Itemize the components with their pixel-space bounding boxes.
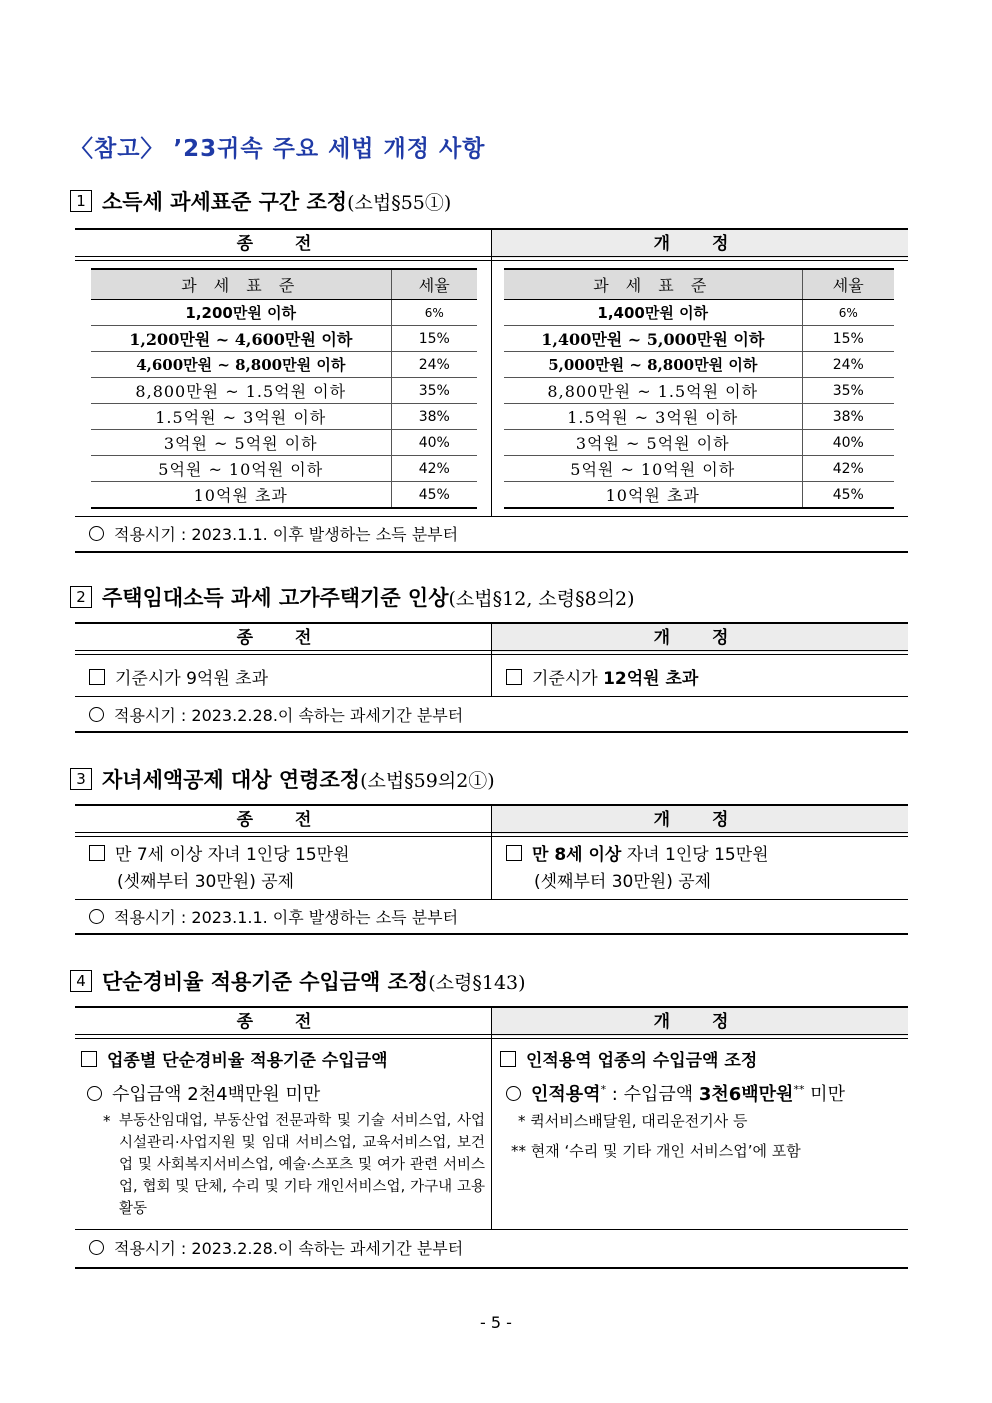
section-2-heading [70, 582, 635, 612]
tax-base-header: 과 세 표 준 [91, 269, 391, 300]
section-3-table [75, 804, 908, 936]
column-divider [491, 228, 492, 516]
tax-base-cell: 8,800만원 ~ 1.5억원 이하 [91, 378, 391, 404]
rate-header: 세율 [391, 269, 477, 300]
circle-bullet-icon [89, 707, 104, 722]
tax-base-cell: 1,200만원 ~ 4,600만원 이하 [91, 326, 391, 352]
column-new-header: 개 정 [492, 1006, 908, 1036]
circle-bullet-icon [87, 1086, 102, 1101]
tax-base-cell: 5억원 ~ 10억원 이하 [504, 456, 802, 482]
tax-base-cell: 1,400만원 이하 [504, 300, 802, 326]
square-bullet-icon [81, 1051, 97, 1067]
table-bottom-border [75, 933, 908, 935]
square-bullet-icon [506, 845, 522, 861]
tax-base-cell: 5,000만원 ~ 8,800만원 이하 [504, 352, 802, 378]
apply-period: 적용시기 : 2023.1.1. 이후 발생하는 소득 분부터 [89, 522, 458, 545]
section-3-heading [70, 764, 495, 794]
apply-period: 적용시기 : 2023.1.1. 이후 발생하는 소득 분부터 [89, 905, 458, 928]
new-title: 인적용역 업종의 수입금액 조정 [500, 1046, 757, 1071]
rate-header: 세율 [802, 269, 894, 300]
tax-base-cell: 1,400만원 ~ 5,000만원 이하 [504, 326, 802, 352]
rate-row [91, 378, 477, 404]
new-value: 기준시가 12억원 초과 [506, 664, 698, 689]
rate-cell: 42% [391, 456, 477, 482]
section-ref: (소령§143) [428, 971, 526, 994]
section-ref: (소법§55①) [347, 191, 452, 214]
tax-base-cell: 10억원 초과 [504, 482, 802, 509]
apply-divider [75, 516, 908, 517]
table-bottom-border [75, 551, 908, 553]
section-4-table [75, 1006, 908, 1270]
section-title: 단순경비율 적용기준 수입금액 조정 [102, 970, 429, 994]
table-bottom-border [75, 731, 908, 733]
section-1-table [75, 228, 908, 553]
rate-cell: 15% [391, 326, 477, 352]
rate-row [504, 430, 894, 456]
section-title: 소득세 과세표준 구간 조정 [102, 190, 348, 214]
rate-row [504, 326, 894, 352]
rate-row [91, 404, 477, 430]
old-item: 수입금액 2천4백만원 미만 [87, 1080, 320, 1106]
column-old-header: 종 전 [75, 804, 491, 834]
rate-row [91, 456, 477, 482]
new-item: 인적용역* : 수입금액 3천6백만원** 미만 [506, 1080, 845, 1106]
rate-row [504, 404, 894, 430]
tax-base-cell: 1,200만원 이하 [91, 300, 391, 326]
old-value: 기준시가 9억원 초과 [89, 664, 268, 689]
rate-cell: 45% [802, 482, 894, 509]
rate-row [504, 300, 894, 326]
table-bottom-border [75, 1267, 908, 1269]
tax-base-cell: 3억원 ~ 5억원 이하 [91, 430, 391, 456]
old-title: 업종별 단순경비율 적용기준 수입금액 [81, 1046, 388, 1071]
column-old-header: 종 전 [75, 622, 491, 652]
rate-row [91, 352, 477, 378]
rate-cell: 42% [802, 456, 894, 482]
section-number: 3 [70, 768, 92, 790]
rate-cell: 6% [391, 300, 477, 326]
rate-cell: 45% [391, 482, 477, 509]
column-new-header: 개 정 [492, 622, 908, 652]
square-bullet-icon [89, 669, 105, 685]
column-old-header: 종 전 [75, 1006, 491, 1036]
apply-period: 적용시기 : 2023.2.28.이 속하는 과세기간 분부터 [89, 1236, 463, 1259]
tax-base-cell: 10억원 초과 [91, 482, 391, 509]
old-rate-table [91, 268, 477, 509]
new-footnote-1: * 퀵서비스배달원, 대리운전기사 등 [518, 1112, 748, 1130]
tax-base-cell: 5억원 ~ 10억원 이하 [91, 456, 391, 482]
rate-cell: 38% [802, 404, 894, 430]
section-1-heading [70, 186, 451, 216]
column-new-header: 개 정 [492, 228, 908, 258]
rate-cell: 15% [802, 326, 894, 352]
rate-cell: 35% [802, 378, 894, 404]
circle-bullet-icon [506, 1086, 521, 1101]
section-title: 주택임대소득 과세 고가주택기준 인상 [102, 586, 449, 610]
section-4-heading [70, 966, 526, 996]
rate-row [504, 456, 894, 482]
tax-base-header: 과 세 표 준 [504, 269, 802, 300]
column-divider [491, 622, 492, 696]
tax-base-cell: 1.5억원 ~ 3억원 이하 [504, 404, 802, 430]
rate-row [91, 300, 477, 326]
rate-cell: 6% [802, 300, 894, 326]
column-new-header: 개 정 [492, 804, 908, 834]
apply-divider [75, 899, 908, 900]
rate-row [504, 378, 894, 404]
section-title: 자녀세액공제 대상 연령조정 [102, 768, 361, 792]
circle-bullet-icon [89, 526, 104, 541]
square-bullet-icon [506, 669, 522, 685]
rate-cell: 40% [802, 430, 894, 456]
section-ref: (소법§12, 소령§8의2) [448, 587, 635, 610]
column-divider [491, 804, 492, 899]
section-number: 1 [70, 190, 92, 212]
circle-bullet-icon [89, 909, 104, 924]
section-ref: (소법§59의2①) [360, 769, 495, 792]
rate-row [91, 482, 477, 509]
page-title: 〈참고〉 ’23귀속 주요 세법 개정 사항 [70, 136, 486, 162]
apply-period: 적용시기 : 2023.2.28.이 속하는 과세기간 분부터 [89, 703, 463, 726]
section-number: 2 [70, 586, 92, 608]
rate-row [504, 482, 894, 509]
section-number: 4 [70, 970, 92, 992]
rate-row [504, 352, 894, 378]
apply-divider [75, 1229, 908, 1230]
old-footnote: * 부동산임대업, 부동산업 전문과학 및 기술 서비스업, 사업시설관리·사업지원 및 임대 서비스업, 교육서비스업, 보건업 및 사회복지서비스업, 예술·스포츠 및 여가 관련 서비스업, 협회 및 단체, 수리 및 기타 개인서비스업, 가구내 고용활동 [103, 1112, 485, 1217]
rate-row [91, 326, 477, 352]
old-value: 만 7세 이상 자녀 1인당 15만원 (셋째부터 30만원) 공제 [89, 842, 350, 896]
column-old-header: 종 전 [75, 228, 491, 258]
square-bullet-icon [89, 845, 105, 861]
new-footnote-2: ** 현재 ‘수리 및 기타 개인 서비스업’에 포함 [511, 1142, 801, 1160]
circle-bullet-icon [89, 1240, 104, 1255]
tax-base-cell: 3억원 ~ 5억원 이하 [504, 430, 802, 456]
tax-base-cell: 4,600만원 ~ 8,800만원 이하 [91, 352, 391, 378]
tax-base-cell: 1.5억원 ~ 3억원 이하 [91, 404, 391, 430]
new-rate-table [504, 268, 894, 509]
rate-row [91, 430, 477, 456]
apply-divider [75, 696, 908, 697]
section-2-table [75, 622, 908, 734]
rate-cell: 24% [802, 352, 894, 378]
rate-cell: 24% [391, 352, 477, 378]
rate-cell: 40% [391, 430, 477, 456]
page-number: - 5 - [480, 1313, 512, 1332]
square-bullet-icon [500, 1051, 516, 1067]
column-divider [491, 1006, 492, 1229]
rate-cell: 38% [391, 404, 477, 430]
rate-cell: 35% [391, 378, 477, 404]
new-value: 만 8세 이상 자녀 1인당 15만원 (셋째부터 30만원) 공제 [506, 842, 769, 896]
tax-base-cell: 8,800만원 ~ 1.5억원 이하 [504, 378, 802, 404]
